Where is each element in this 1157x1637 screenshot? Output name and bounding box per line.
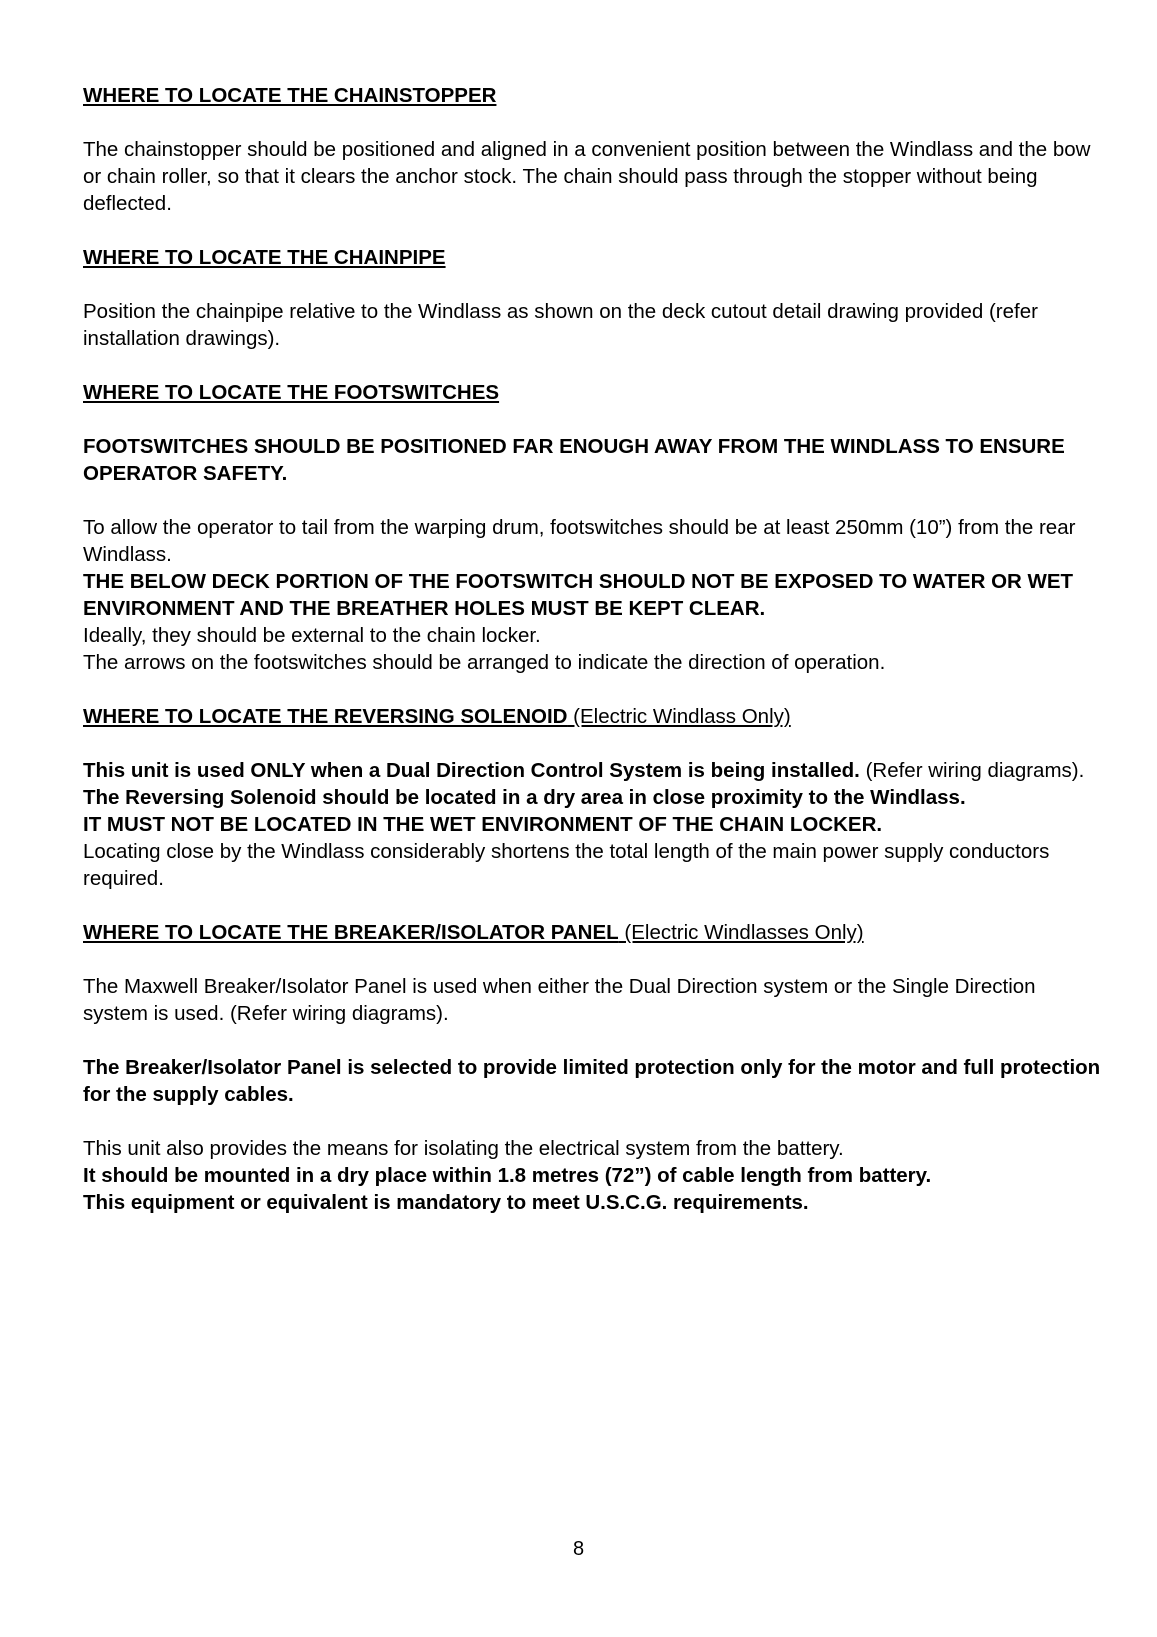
section-chainstopper [83,82,1103,217]
document-page [83,82,1103,1243]
solenoid-body: Locating close by the Windlass considerably shortens the total length of the main power supply conductors required. [83,840,1050,890]
heading-note: (Electric Windlass Only) [567,705,791,728]
dual-direction-text: This unit is used ONLY when a Dual Direction Control System is being installed. [83,759,860,782]
section-footswitches [83,379,1103,676]
safety-warning: FOOTSWITCHES SHOULD BE POSITIONED FAR ENOUGH AWAY FROM THE WINDLASS TO ENSURE OPERATOR SAFETY. [83,435,1065,485]
section-heading: WHERE TO LOCATE THE BREAKER/ISOLATOR PANEL [83,921,619,944]
section-heading: WHERE TO LOCATE THE CHAINPIPE [83,246,446,269]
heading-note: (Electric Windlasses Only) [618,921,864,944]
breaker-usage-text: The Maxwell Breaker/Isolator Panel is used when either the Dual Direction system or the Single Direction system is used. (Refer wiring diagrams). [83,975,1036,1025]
chain-locker-text: Ideally, they should be external to the chain locker. [83,624,541,647]
section-body: The chainstopper should be positioned and aligned in a convenient position between the Windlass and the bow or chain roller, so that it clears the anchor stock. The chain should pass through the stopper without being deflected. [83,138,1091,215]
isolation-text: This unit also provides the means for isolating the electrical system from the battery. [83,1137,844,1160]
refer-wiring-text: (Refer wiring diagrams). [859,759,1085,782]
section-body: Position the chainpipe relative to the Windlass as shown on the deck cutout detail drawing provided (refer installation drawings). [83,300,1038,350]
section-breaker-panel [83,919,1103,1216]
arrows-text: The arrows on the footswitches should be arranged to indicate the direction of operation. [83,651,886,674]
breaker-paragraph [83,1135,1103,1216]
section-heading-row [83,919,1103,946]
section-reversing-solenoid [83,703,1103,892]
section-heading: WHERE TO LOCATE THE CHAINSTOPPER [83,84,497,107]
section-heading-row [83,703,1103,730]
breather-warning: THE BELOW DECK PORTION OF THE FOOTSWITCH SHOULD NOT BE EXPOSED TO WATER OR WET ENVIRONMENT AND THE BREATHER HOLES MUST BE KEPT CLEAR. [83,570,1074,620]
solenoid-paragraph [83,757,1103,892]
chain-locker-warning: IT MUST NOT BE LOCATED IN THE WET ENVIRONMENT OF THE CHAIN LOCKER. [83,813,883,836]
footswitch-distance-text: To allow the operator to tail from the warping drum, footswitches should be at least 250mm (10”) from the rear Windlass. [83,516,1076,566]
section-heading: WHERE TO LOCATE THE FOOTSWITCHES [83,381,500,404]
uscg-text: This equipment or equivalent is mandatory to meet U.S.C.G. requirements. [83,1191,809,1214]
mounting-text: It should be mounted in a dry place within 1.8 metres (72”) of cable length from battery. [83,1164,932,1187]
section-chainpipe [83,244,1103,352]
page-number: 8 [572,1538,585,1560]
footswitch-paragraph [83,514,1103,676]
dry-area-text: The Reversing Solenoid should be located in a dry area in close proximity to the Windlass. [83,786,966,809]
breaker-protection-text: The Breaker/Isolator Panel is selected to provide limited protection only for the motor and full protection for the supply cables. [83,1056,1101,1106]
section-heading: WHERE TO LOCATE THE REVERSING SOLENOID [83,705,568,728]
